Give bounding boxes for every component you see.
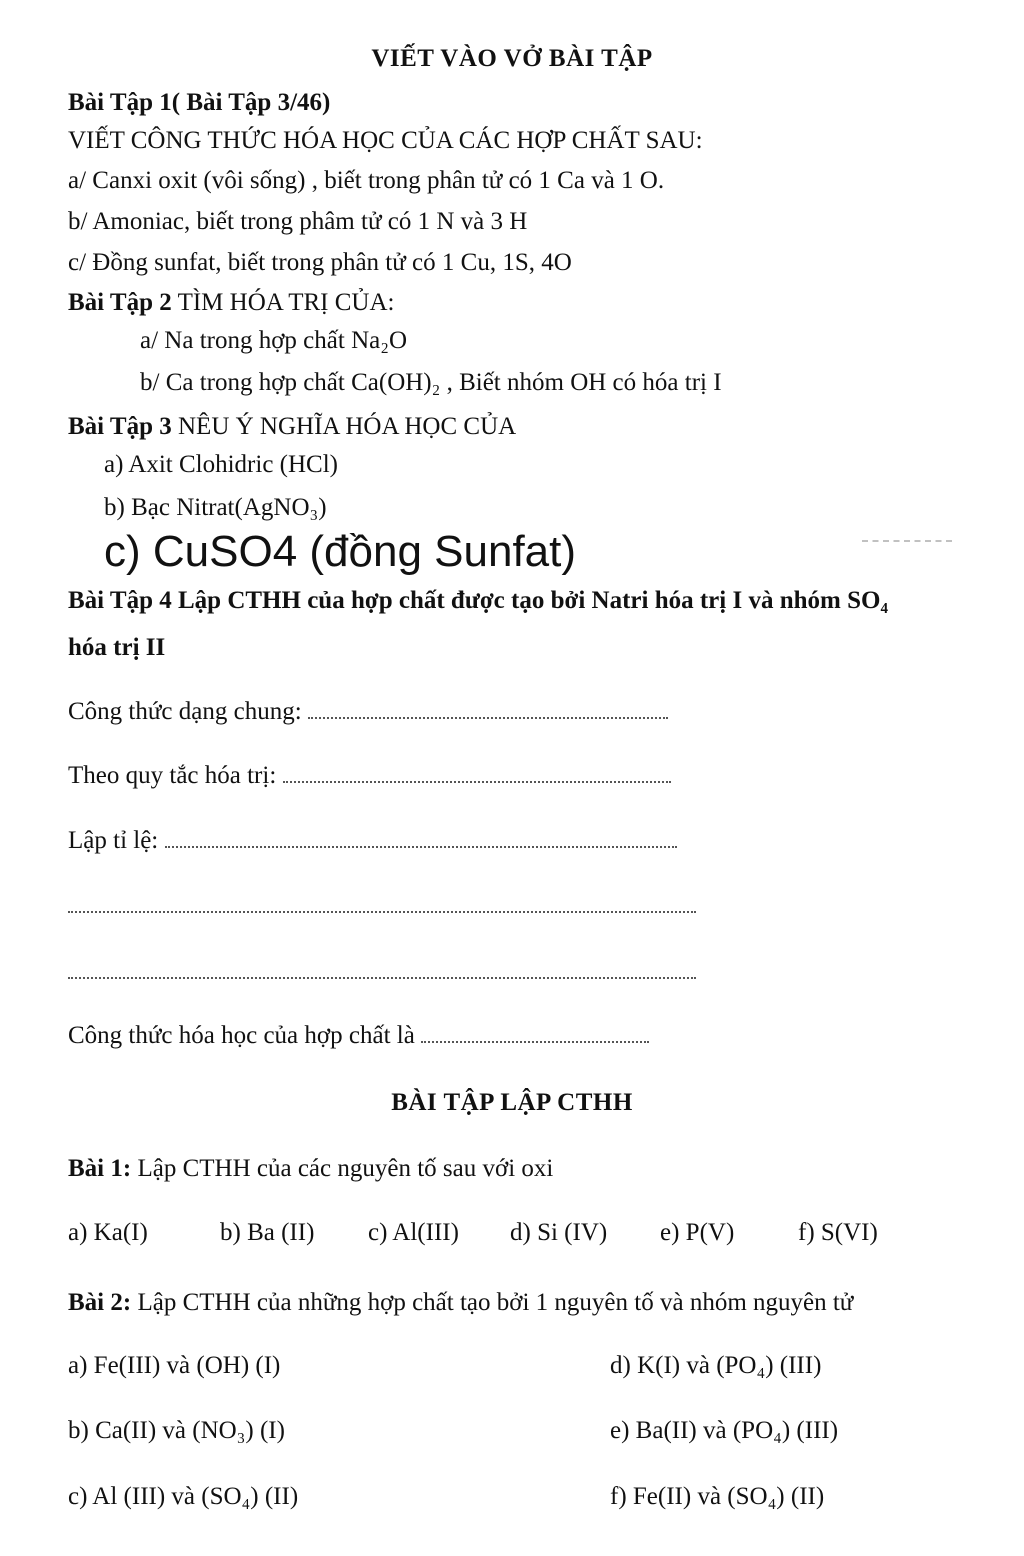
ex1-instruction: VIẾT CÔNG THỨC HÓA HỌC CỦA CÁC HỢP CHẤT SAU: (68, 127, 703, 154)
ex3-item-c-handwritten: c) CuSO4 (đồng Sunfat) (104, 527, 577, 576)
bai1-row (68, 1154, 553, 1184)
bai1-option-a: a) Ka(I) (68, 1219, 148, 1246)
answer-line-blank-2 (68, 957, 696, 979)
bai1-text: Lập CTHH của các nguyên tố sau với oxi (137, 1155, 554, 1182)
bai1-option-e: e) P(V) (660, 1219, 735, 1246)
ex4-heading-line1: Bài Tập 4 Lập CTHH của hợp chất được tạo bởi Natri hóa trị I và nhóm SO₄ (68, 587, 888, 614)
bai2-row (68, 1288, 853, 1318)
ex4-rule-label: Theo quy tắc hóa trị: (68, 762, 277, 789)
ex4-result-row (68, 1021, 649, 1051)
ex1-heading: Bài Tập 1( Bài Tập 3/46) (68, 89, 331, 116)
ex4-ratio-label: Lập tỉ lệ: (68, 827, 159, 854)
ex3-item-b: b) Bạc Nitrat(AgNO₃) (104, 494, 327, 521)
bai1-option-b: b) Ba (II) (220, 1219, 315, 1246)
ex2-heading-bold: Bài Tập 2 (68, 289, 172, 316)
ex1-item-b: b/ Amoniac, biết trong phâm tử có 1 N và 3 H (68, 208, 528, 235)
ex4-heading-line2: hóa trị II (68, 634, 166, 661)
bai2-item-d: d) K(I) và (PO₄) (III) (610, 1352, 822, 1379)
bai1-option-c: c) Al(III) (368, 1219, 459, 1246)
ex4-blank-row-1 (68, 891, 696, 921)
ex3-heading (68, 412, 516, 442)
ex1-item-c: c/ Đồng sunfat, biết trong phân tử có 1 Cu, 1S, 4O (68, 249, 572, 276)
ex4-ratio-row (68, 826, 677, 856)
ex3-heading-rest: NÊU Ý NGHĨA HÓA HỌC CỦA (178, 413, 517, 440)
section2-title: BÀI TẬP LẬP CTHH (391, 1089, 633, 1116)
ex4-general-formula-label: Công thức dạng chung: (68, 698, 302, 725)
page-title: VIẾT VÀO VỞ BÀI TẬP (371, 45, 653, 72)
bai2-item-b: b) Ca(II) và (NO₃) (I) (68, 1417, 285, 1444)
ex4-rule-row (68, 761, 671, 791)
bai2-item-c: c) Al (III) và (SO₄) (II) (68, 1483, 299, 1510)
ex3-item-a: a) Axit Clohidric (HCl) (104, 451, 338, 478)
ex2-heading-rest: TÌM HÓA TRỊ CỦA: (177, 289, 395, 316)
answer-line-rule (283, 761, 671, 783)
bai2-item-e: e) Ba(II) và (PO₄) (III) (610, 1417, 839, 1444)
ex1-item-a: a/ Canxi oxit (vôi sống) , biết trong phân tử có 1 Ca và 1 O. (68, 167, 665, 194)
bai2-label: Bài 2: (68, 1289, 132, 1316)
ex4-blank-row-2 (68, 957, 696, 987)
answer-line-blank-1 (68, 891, 696, 913)
bai2-item-a: a) Fe(III) và (OH) (I) (68, 1352, 281, 1379)
ex4-general-formula-row (68, 697, 668, 727)
ex4-result-label: Công thức hóa học của hợp chất là (68, 1022, 415, 1049)
ex3-heading-bold: Bài Tập 3 (68, 413, 172, 440)
answer-line-result (421, 1021, 649, 1043)
ex2-item-b: b/ Ca trong hợp chất Ca(OH)₂ , Biết nhóm OH có hóa trị I (140, 369, 722, 396)
faint-scribble (862, 540, 952, 542)
answer-line-general (308, 697, 668, 719)
answer-line-ratio (165, 826, 677, 848)
bai1-label: Bài 1: (68, 1155, 132, 1182)
bai2-item-f: f) Fe(II) và (SO₄) (II) (610, 1483, 825, 1510)
bai2-text: Lập CTHH của những hợp chất tạo bởi 1 nguyên tố và nhóm nguyên tử (137, 1289, 854, 1316)
bai1-option-d: d) Si (IV) (510, 1219, 608, 1246)
bai1-option-f: f) S(VI) (798, 1219, 878, 1246)
ex2-item-a: a/ Na trong hợp chất Na₂O (140, 327, 407, 354)
ex2-heading (68, 288, 394, 318)
